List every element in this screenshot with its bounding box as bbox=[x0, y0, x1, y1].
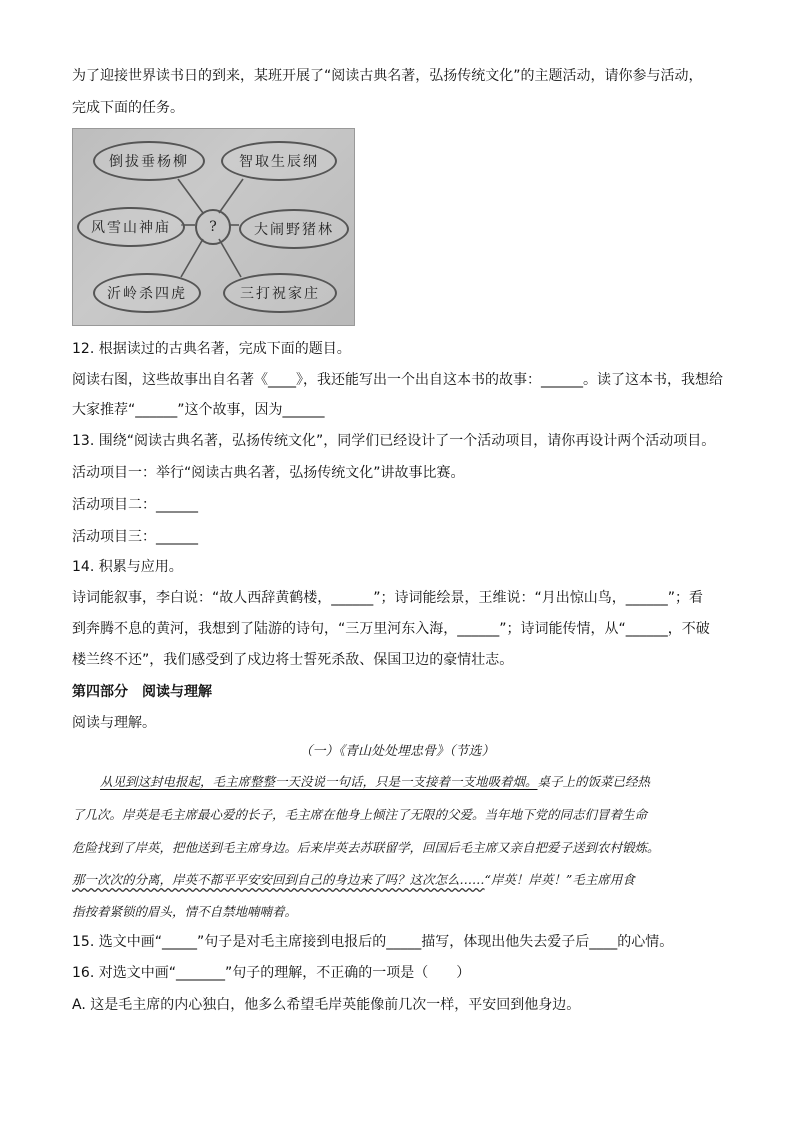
passage-line-4 bbox=[72, 870, 732, 890]
mindmap-node: 三打祝家庄 bbox=[223, 273, 337, 313]
mindmap-photo bbox=[72, 128, 355, 326]
wavy-underlined-sentence: 那一次次的分离，岸英不都平平安安回到自己的身边来了吗？这次怎么…… bbox=[72, 872, 485, 887]
q14-line-2: 到奔腾不息的黄河，我想到了陆游的诗句，“三万里河东入海，______”；诗词能传情，从“______，不破 bbox=[72, 621, 710, 637]
underlined-sentence: 从见到这封电报起，毛主席整整一天没说一句话，只是一支接着一支地吸着烟。 bbox=[100, 774, 538, 789]
part4-sub: 阅读与理解。 bbox=[72, 715, 156, 731]
q13-title: 13. 围绕“阅读古典名著，弘扬传统文化”，同学们已经设计了一个活动项目，请你再设计两个活动项目。 bbox=[72, 433, 716, 449]
connector-line bbox=[219, 179, 243, 213]
passage-text: “岸英！岸英！”毛主席用食 bbox=[484, 872, 635, 887]
passage-line-3: 危险找到了岸英，把他送到毛主席身边。后来岸英去苏联留学，回国后毛主席又亲自把爱子送到农村锻炼。 bbox=[72, 840, 660, 855]
mindmap-node: 大闹野猪林 bbox=[239, 209, 349, 249]
mindmap-center: ? bbox=[195, 209, 231, 245]
q12-line-1: 阅读右图，这些故事出自名著《____》，我还能写出一个出自这本书的故事：______。读了这本书，我想给 bbox=[72, 372, 723, 388]
q14-line-1: 诗词能叙事，李白说：“故人西辞黄鹤楼，______”；诗词能绘景，王维说：“月出惊山鸟，______”；看 bbox=[72, 590, 704, 606]
connector-line bbox=[181, 239, 203, 277]
connector-line bbox=[219, 239, 241, 277]
q16-option-a: A. 这是毛主席的内心独白，他多么希望毛岸英能像前几次一样，平安回到他身边。 bbox=[72, 997, 581, 1013]
mindmap-node: 智取生辰纲 bbox=[221, 141, 337, 181]
q13-item-2: 活动项目二：______ bbox=[72, 497, 198, 513]
mindmap-node: 沂岭杀四虎 bbox=[93, 273, 201, 313]
intro-line-2: 完成下面的任务。 bbox=[72, 100, 184, 116]
q14-line-3: 楼兰终不还”，我们感受到了戍边将士誓死杀敌、保国卫边的豪情壮志。 bbox=[72, 652, 514, 668]
connector-line bbox=[178, 179, 203, 213]
passage-line-1 bbox=[100, 772, 730, 792]
q14-title: 14. 积累与应用。 bbox=[72, 559, 183, 575]
passage-line-2: 了几次。岸英是毛主席最心爱的长子，毛主席在他身上倾注了无限的父爱。当年地下党的同志们冒着生命 bbox=[72, 807, 648, 822]
passage-line-5: 指按着紧锁的眉头，情不自禁地喃喃着。 bbox=[72, 904, 298, 919]
mindmap-node: 风雪山神庙 bbox=[77, 207, 185, 247]
q12-line-2: 大家推荐“______”这个故事，因为______ bbox=[72, 402, 325, 418]
mindmap-node: 倒拔垂杨柳 bbox=[93, 141, 205, 181]
q13-item-1: 活动项目一：举行“阅读古典名著，弘扬传统文化”讲故事比赛。 bbox=[72, 465, 465, 481]
q16-text: 16. 对选文中画“_______”句子的理解，不正确的一项是（ ） bbox=[72, 965, 471, 981]
passage-title: （一）《青山处处埋忠骨》（节选） bbox=[299, 744, 495, 759]
q15-text: 15. 选文中画“_____”句子是对毛主席接到电报后的_____描写，体现出他失去爱子后____的心情。 bbox=[72, 934, 674, 950]
passage-text: 桌子上的饭菜已经热 bbox=[537, 774, 651, 789]
intro-line-1: 为了迎接世界读书日的到来，某班开展了“阅读古典名著，弘扬传统文化”的主题活动，请你参与活动， bbox=[72, 68, 703, 84]
q13-item-3: 活动项目三：______ bbox=[72, 529, 198, 545]
q12-title: 12. 根据读过的古典名著，完成下面的题目。 bbox=[72, 341, 351, 357]
part4-heading: 第四部分 阅读与理解 bbox=[72, 684, 212, 700]
